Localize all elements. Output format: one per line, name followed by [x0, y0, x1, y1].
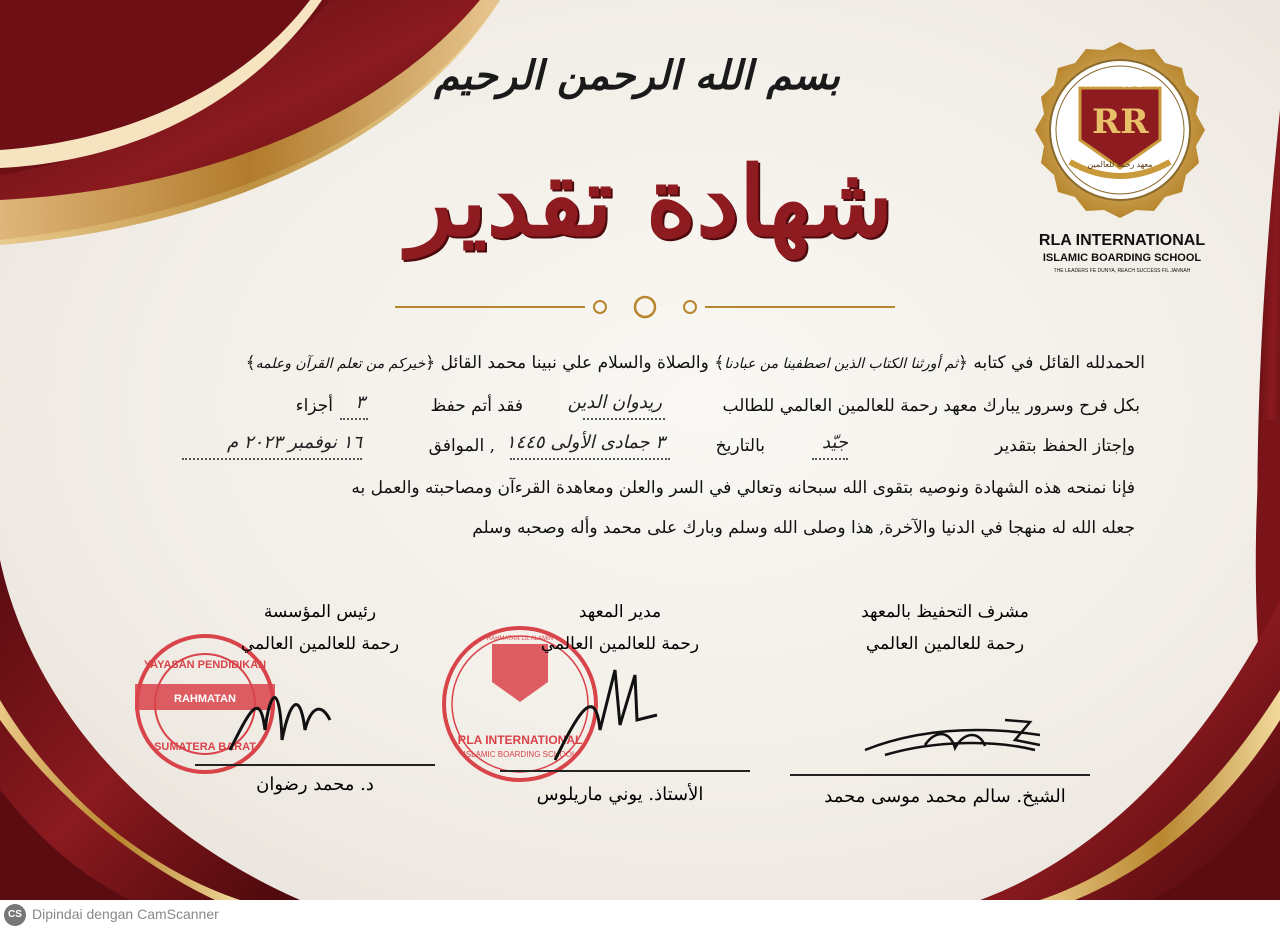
juz-count: ٣ [355, 392, 365, 413]
logo-name: RLA INTERNATIONAL [1038, 232, 1206, 249]
stamp-center-name: RLA INTERNATIONAL [457, 733, 583, 747]
student-name-dots [583, 418, 665, 420]
line2-mid: فقد أتم حفظ [430, 396, 523, 416]
hijri-date-dots [510, 458, 670, 460]
line2-end: أجزاء [295, 396, 333, 416]
body-line-5: جعله الله له منهجا في الدنيا والآخرة, هذا وصلى الله وسلم وبارك على محمد وأله وصحبه وسلم [472, 518, 1135, 538]
stamp-left-band: RAHMATAN [174, 693, 236, 705]
body-line-4: فإنا نمنحه هذه الشهادة ونوصيه بتقوى الله سبحانه وتعالي في السر والعلن ومعاهدة القرءآن ومصاحبته والعمل به [351, 478, 1135, 498]
hijri-date: ٣ جمادى الأولى ١٤٤٥ [505, 432, 665, 453]
logo-arc-bottom: معهد رحمة للعالمين [1087, 160, 1153, 169]
line3-mid2: , الموافق [428, 436, 495, 456]
body-line-1: الحمدلله القائل في كتابه ﴿ثم أورثنا الكتاب الذين اصطفينا من عبادنا﴾ والصلاة والسلام علي نبينا محمد القائل ﴿خيركم من تعلم القرآن وعلمه﴾ [245, 353, 1145, 373]
grade: جيّد [821, 432, 848, 453]
sig-director-line [500, 770, 750, 772]
sig-head-title2: رحمة للعالمين العالمي [240, 634, 400, 654]
scanner-footer [0, 900, 1280, 932]
sig-supervisor-line [790, 774, 1090, 776]
juz-count-dots [340, 418, 368, 420]
stamp-left-bottom: SUMATERA BARAT [154, 741, 256, 753]
quote-hadith: خيركم من تعلم القرآن وعلمه [255, 356, 426, 372]
sig-head-line [195, 764, 435, 766]
logo-arc-top: RAHMATAN LIL ALAMIN [1081, 82, 1159, 89]
sig-head-title1: رئيس المؤسسة [263, 602, 377, 622]
gregorian-date: ١٦ نوفمبر ٢٠٢٣ م [226, 432, 362, 453]
line1-start: الحمدلله القائل في كتابه [973, 353, 1145, 373]
logo-monogram: RR [1092, 102, 1149, 142]
scanner-watermark: Dipindai dengan CamScanner [32, 906, 219, 922]
sig-director-title2: رحمة للعالمين العالمي [540, 634, 700, 654]
student-name: ريدوان الدين [567, 392, 662, 413]
line1-mid: والصلاة والسلام علي نبينا محمد القائل [440, 353, 709, 373]
sig-supervisor-title1: مشرف التحفيظ بالمعهد [861, 602, 1029, 622]
logo-tagline: THE LEADERS FE DUNYA, REACH SUCCESS FIL JANNAH [1053, 268, 1191, 274]
line2-start: بكل فرح وسرور يبارك معهد رحمة للعالمين العالمي للطالب [722, 396, 1140, 416]
signature-supervisor [855, 710, 1055, 770]
stamp-left-top: YAYASAN PENDIDIKAN [143, 659, 267, 671]
gregorian-date-dots [182, 458, 362, 460]
camscanner-icon: CS [4, 904, 26, 926]
quote-verse: ثم أورثنا الكتاب الذين اصطفينا من عبادنا [724, 356, 959, 372]
line3-start: وإجتاز الحفظ بتقدير [995, 436, 1135, 456]
sig-director-title1: مدير المعهد [578, 602, 662, 622]
sig-supervisor-name: الشيخ. سالم محمد موسى محمد [824, 786, 1066, 807]
stamp-center-top: RAHMATAN LIL ALAMIN [486, 636, 554, 642]
grade-dots [812, 458, 848, 460]
sig-supervisor-title2: رحمة للعالمين العالمي [865, 634, 1025, 654]
sig-director-name: الأستاذ. يوني ماريلوس [536, 784, 704, 805]
school-logo [1020, 40, 1220, 240]
line3-mid: بالتاريخ [715, 436, 765, 456]
signature-foundation-head [220, 670, 340, 770]
signature-director [545, 660, 665, 770]
sig-head-name: د. محمد رضوان [256, 774, 374, 795]
logo-subtitle: ISLAMIC BOARDING SCHOOL [1042, 252, 1202, 264]
certificate-title: شهادة تقدير [407, 145, 893, 258]
stamp-center-sub: ISLAMIC BOARDING SCHOOL [463, 750, 577, 759]
basmala: بسم الله الرحمن الرحيم [434, 52, 840, 99]
